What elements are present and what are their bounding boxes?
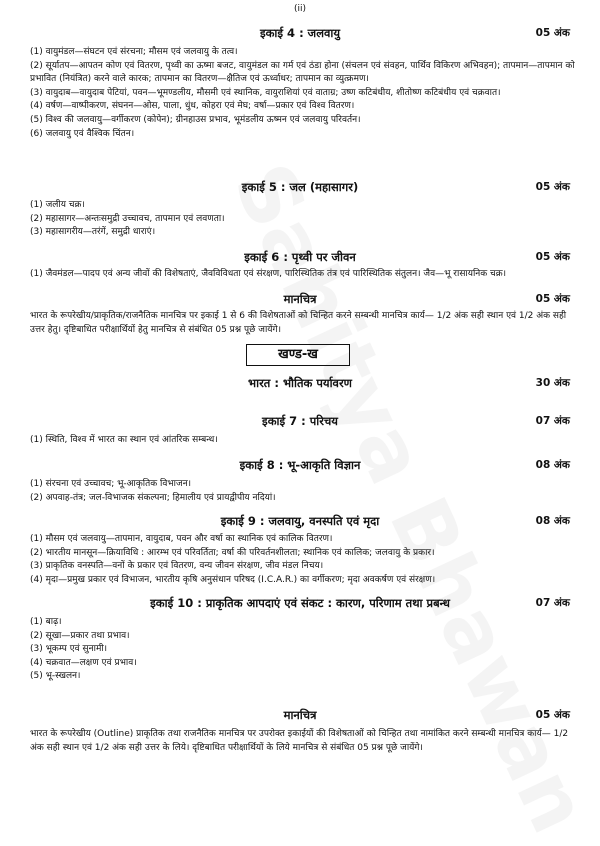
list-item: (3) महासागरीय—तरंगें, समुद्री धाराएं। xyxy=(30,227,156,238)
list-item: (1) वायुमंडल—संघटन एवं संरचना; मौसम एवं जलवायु के तत्व। xyxy=(30,47,238,57)
list-item: (2) सूखा—प्रकार तथा प्रभाव। xyxy=(30,630,130,641)
list-item: (5) भू-स्खलन। xyxy=(30,671,81,682)
unit8-heading xyxy=(30,458,570,476)
list-item: (1) संरचना एवं उच्चावच; भू-आकृतिक विभाजन। xyxy=(30,479,192,489)
section-b-heading xyxy=(30,376,570,394)
list-item: (6) जलवायु एवं वैश्विक चिंतन। xyxy=(30,128,135,139)
unit7-list xyxy=(30,434,575,448)
list-item: (1) स्थिति, विश्व में भारत का स्थान एवं आंतरिक सम्बन्ध। xyxy=(30,435,218,445)
list-item: (1) बाढ़। xyxy=(30,617,62,627)
unit4-heading xyxy=(30,26,570,44)
unit10-title: इकाई 10 : प्राकृतिक आपदाएं एवं संकट : कारण, परिणाम तथा प्रबन्ध xyxy=(150,596,450,610)
unit4-marks: 05 अंक xyxy=(535,27,570,39)
unit9-list xyxy=(30,533,575,587)
unit6-heading xyxy=(30,250,570,268)
page-number: (ii) xyxy=(293,4,307,14)
list-item: (4) मृदा—प्रमुख प्रकार एवं विभाजन, भारतीय कृषि अनुसंधान परिषद (I.C.A.R.) का वर्गीकरण; मृदा अवकर्षण एवं संरक्षण। xyxy=(30,574,436,585)
map2-heading xyxy=(30,708,570,726)
unit8-marks: 08 अंक xyxy=(535,459,570,471)
list-item: (4) वर्षण—वाष्पीकरण, संघनन—ओस, पाला, धुंध, कोहरा एवं मेघ; वर्षा—प्रकार एवं विश्व वितरण। xyxy=(30,101,355,112)
list-item: (4) चक्रवात—लक्षण एवं प्रभाव। xyxy=(30,657,137,668)
list-item: (2) महासागर—अन्तःसमुद्री उच्चावच, तापमान एवं लवणता। xyxy=(30,213,225,224)
map2-title: मानचित्र xyxy=(283,708,317,722)
unit9-heading xyxy=(30,514,570,532)
list-item: (1) मौसम एवं जलवायु—तापमान, वायुदाब, पवन और वर्षा का स्थानिक एवं कालिक वितरण। xyxy=(30,534,333,544)
list-item: (3) भूकम्प एवं सुनामी। xyxy=(30,644,108,655)
section-b-marks: 30 अंक xyxy=(535,377,570,389)
unit5-heading xyxy=(30,180,570,198)
unit10-heading xyxy=(30,596,570,614)
unit5-list xyxy=(30,199,575,240)
unit5-marks: 05 अंक xyxy=(535,181,570,193)
map2-marks: 05 अंक xyxy=(535,709,570,721)
map1-heading xyxy=(30,292,570,310)
unit8-list xyxy=(30,478,575,505)
unit9-title: इकाई 9 : जलवायु, वनस्पति एवं मृदा xyxy=(220,514,380,528)
list-item: (1) जलीय चक्र। xyxy=(30,200,85,210)
unit10-list xyxy=(30,616,575,684)
list-item: (2) सूर्यातप—आपतन कोण एवं वितरण, पृथ्वी का ऊष्मा बजट, वायुमंडल का गर्म एवं ठंडा होना (संचलन एवं संवहन, पार्थिव विकिरण अभिवहन); तापमान—तापमान को प्रभावित (नियंत्रित) करने वाले कारक; तापमान का वितरण—क्षैतिज एवं ऊर्ध्वाधर; तापमान का व्युत्क्रमण। xyxy=(30,60,575,85)
unit7-title: इकाई 7 : परिचय xyxy=(262,414,338,428)
list-item: (2) अपवाह-तंत्र; जल-विभाजक संकल्पना; हिमालीय एवं प्रायद्वीपीय नदियां। xyxy=(30,492,276,503)
list-item: (5) विश्व की जलवायु—वर्गीकरण (कोपेन); ग्रीनहाउस प्रभाव, भूमंडलीय ऊष्मन एवं जलवायु परिवर्तन। xyxy=(30,114,361,125)
unit4-title: इकाई 4 : जलवायु xyxy=(259,26,341,40)
unit7-heading xyxy=(30,414,570,432)
map1-title: मानचित्र xyxy=(283,292,317,306)
map2-text: भारत के रूपरेखीय (Outline) प्राकृतिक तथा राजनैतिक मानचित्र पर उपरोक्त इकाईयों की विशेषताओं को चिन्हित तथा नामांकित करने सम्बन्धी मानचित्र कार्य— 1/2 अंक सही स्थान एवं 1/2 अंक सही उत्तर के लिये। दृष्टिबाधित परीक्षार्थियों के लिये मानचित्र से संबंधित 05 प्रश्न पूछे जायेंगे। xyxy=(30,729,569,753)
map1-text: भारत के रूपरेखीय/प्राकृतिक/राजनैतिक मानचित्र पर इकाई 1 से 6 की विशेषताओं को चिन्हित करने सम्बन्धी मानचित्र कार्य— 1/2 अंक सही स्थान एवं 1/2 अंक सही उत्तर हेतु। दृष्टिबाधित परीक्षार्थियों हेतु मानचित्र से संबंधित 05 प्रश्न पूछे जायेंगे। xyxy=(30,311,567,335)
list-item: (3) वायुदाब—वायुदाब पेटियां, पवन—भूमण्डलीय, मौसमी एवं स्थानिक, वायुराशियां एवं वाताग्र; उष्ण कटिबंधीय, शीतोष्ण कटिबंधीय एवं चक्रवात। xyxy=(30,87,501,98)
unit6-marks: 05 अंक xyxy=(535,251,570,263)
unit4-list xyxy=(30,46,575,141)
unit7-marks: 07 अंक xyxy=(535,415,570,427)
list-item: (2) भारतीय मानसून—क्रियाविधि : आरम्भ एवं परिवर्तिता; वर्षा की परिवर्तनशीलता; स्थानिक एवं कालिक; जलवायु के प्रकार। xyxy=(30,547,435,558)
unit6-title: इकाई 6 : पृथ्वी पर जीवन xyxy=(244,250,356,264)
unit8-title: इकाई 8 : भू-आकृति विज्ञान xyxy=(239,458,361,472)
unit9-marks: 08 अंक xyxy=(535,515,570,527)
unit6-list xyxy=(30,268,575,282)
map1-marks: 05 अंक xyxy=(535,293,570,305)
list-item: (1) जैवमंडल—पादप एवं अन्य जीवों की विशेषताएं, जैवविविधता एवं संरक्षण, पारिस्थितिक तंत्र एवं पारिस्थितिक संतुलन। जैव—भू रासायनिक चक्र। xyxy=(30,269,507,279)
unit5-title: इकाई 5 : जल (महासागर) xyxy=(241,180,359,194)
section-b-title: भारत : भौतिक पर्यावरण xyxy=(248,376,352,390)
list-item: (3) प्राकृतिक वनस्पति—वनों के प्रकार एवं वितरण, वन्य जीवन संरक्षण, जीव मंडल निचय। xyxy=(30,561,324,572)
unit10-marks: 07 अंक xyxy=(535,597,570,609)
section-b-label: खण्ड-ख xyxy=(246,344,350,366)
